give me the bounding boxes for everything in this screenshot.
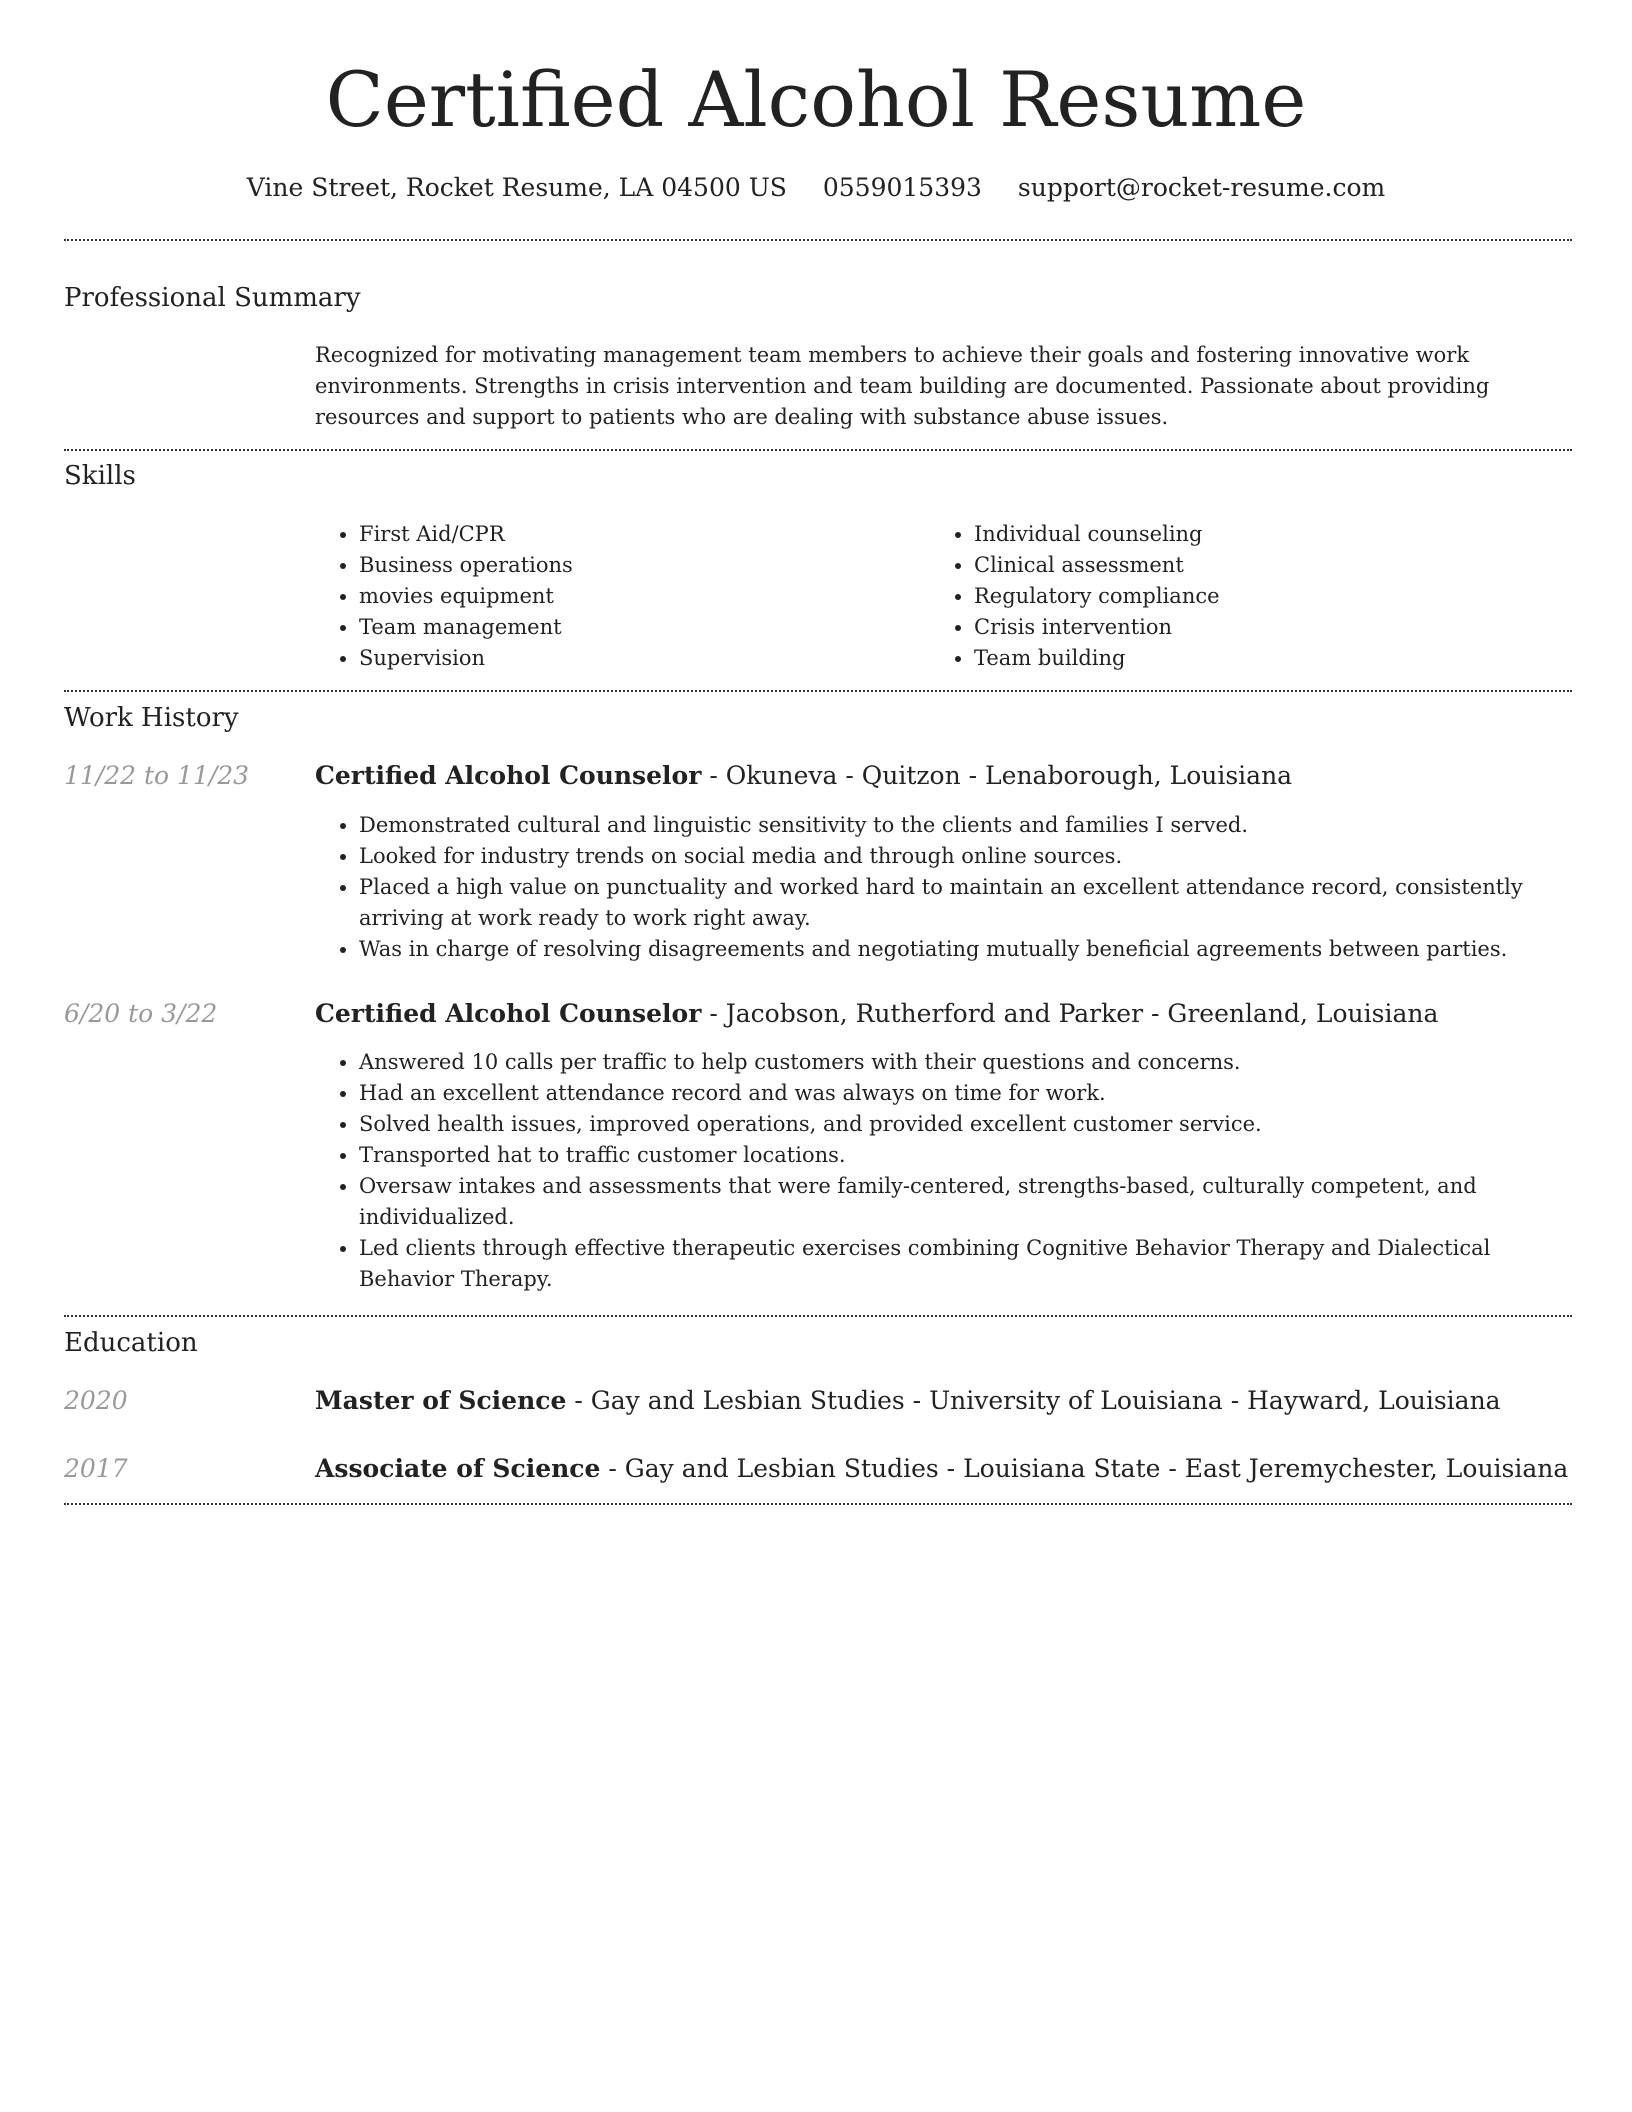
job-dates: 11/22 to 11/23: [64, 761, 250, 790]
skills-heading: Skills: [64, 461, 136, 491]
skill-item: • Individual counseling: [974, 519, 1530, 550]
contact-line: [0, 170, 1632, 206]
list-item: • Demonstrated cultural and linguistic sensitivity to the clients and families I served.: [359, 810, 1565, 841]
skill-item: • First Aid/CPR: [359, 519, 915, 550]
divider: [64, 690, 1572, 692]
resume-title: Certified Alcohol Resume: [325, 55, 1307, 144]
job-role: Certified Alcohol Counselor: [315, 761, 702, 790]
skill-item: • Clinical assessment: [974, 550, 1530, 581]
divider: [64, 1503, 1572, 1505]
summary-text: Recognized for motivating management team members to achieve their goals and fostering innovative work environments. Strengths in crisis intervention and team building are documented. Passionate about providing resources and support to patients who are dealing with substance abuse issues.: [315, 343, 1490, 429]
divider: [64, 1315, 1572, 1317]
job-title: [315, 758, 1292, 794]
divider: [64, 239, 1572, 241]
list-item: • Transported hat to traffic customer locations.: [359, 1140, 1565, 1171]
skills-column-left: [315, 519, 915, 674]
job-details: - Okuneva - Quitzon - Lenaborough, Louisiana: [701, 761, 1293, 790]
job-bullets: [315, 810, 1565, 965]
list-item: • Answered 10 calls per traffic to help customers with their questions and concerns.: [359, 1047, 1565, 1078]
list-item: • Looked for industry trends on social media and through online sources.: [359, 841, 1565, 872]
list-item: • Had an excellent attendance record and was always on time for work.: [359, 1078, 1565, 1109]
skill-item: • Team building: [974, 643, 1530, 674]
phone: 0559015393: [822, 173, 982, 202]
skill-item: • Team management: [359, 612, 915, 643]
list-item: • Solved health issues, improved operations, and provided excellent customer service.: [359, 1109, 1565, 1140]
job-role: Certified Alcohol Counselor: [315, 999, 702, 1028]
skills-column-right: [930, 519, 1530, 674]
education-degree: Master of Science: [315, 1386, 567, 1415]
job-bullets: [315, 1047, 1565, 1295]
education-entry: [315, 1451, 1568, 1487]
education-details: - Gay and Lesbian Studies - University of Louisiana - Hayward, Louisiana: [566, 1386, 1501, 1415]
skill-item: • movies equipment: [359, 581, 915, 612]
address: Vine Street, Rocket Resume, LA 04500 US: [246, 173, 787, 202]
skill-item: • Business operations: [359, 550, 915, 581]
education-heading: Education: [64, 1328, 198, 1358]
job-title: [315, 996, 1438, 1032]
job-dates: 6/20 to 3/22: [64, 999, 218, 1028]
work-heading: Work History: [64, 703, 239, 733]
job-details: - Jacobson, Rutherford and Parker - Greenland, Louisiana: [701, 999, 1439, 1028]
list-item: • Led clients through effective therapeutic exercises combining Cognitive Behavior Therapy and Dialectical Behavior Therapy.: [359, 1233, 1565, 1295]
education-details: - Gay and Lesbian Studies - Louisiana State - East Jeremychester, Louisiana: [600, 1454, 1569, 1483]
education-entry: [315, 1383, 1501, 1419]
education-degree: Associate of Science: [315, 1454, 601, 1483]
skill-item: • Crisis intervention: [974, 612, 1530, 643]
education-year: 2017: [64, 1454, 128, 1483]
divider: [64, 449, 1572, 451]
education-year: 2020: [64, 1386, 128, 1415]
skill-item: • Supervision: [359, 643, 915, 674]
skill-item: • Regulatory compliance: [974, 581, 1530, 612]
list-item: • Placed a high value on punctuality and worked hard to maintain an excellent attendance record, consistently arriving at work ready to work right away.: [359, 872, 1565, 934]
list-item: • Oversaw intakes and assessments that were family-centered, strengths-based, culturally competent, and individualized.: [359, 1171, 1565, 1233]
email-link[interactable]: support@rocket-resume.com: [1017, 173, 1386, 202]
summary-heading: Professional Summary: [64, 283, 361, 313]
list-item: • Was in charge of resolving disagreements and negotiating mutually beneficial agreements between parties.: [359, 934, 1565, 965]
